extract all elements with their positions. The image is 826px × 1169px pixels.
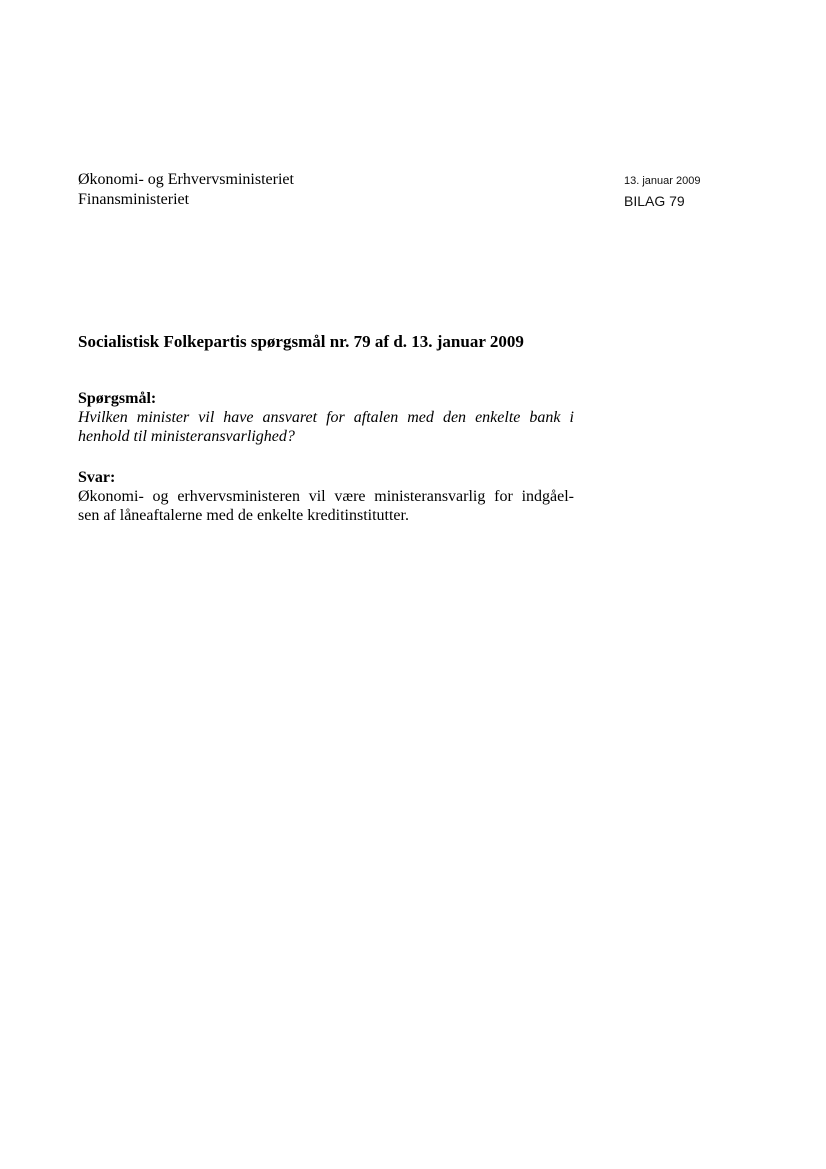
answer-line: sen af låneaftalerne med de enkelte kreditinstitutter. xyxy=(78,507,409,524)
document-date: 13. januar 2009 xyxy=(624,175,701,187)
answer-label: Svar: xyxy=(78,469,116,486)
sender-ministry-2: Finansministeriet xyxy=(78,191,190,208)
answer-text xyxy=(78,487,574,525)
sender-ministry-1: Økonomi- og Erhvervsministeriet xyxy=(78,171,294,188)
question-section xyxy=(78,389,574,446)
question-line: henhold til ministeransvarlighed? xyxy=(78,428,295,445)
question-label: Spørgsmål: xyxy=(78,390,157,407)
answer-section xyxy=(78,468,574,525)
question-text xyxy=(78,408,574,446)
document-meta xyxy=(624,174,700,210)
document-title: Socialistisk Folkepartis spørgsmål nr. 79 af d. 13. januar 2009 xyxy=(78,332,524,351)
appendix-label: BILAG 79 xyxy=(624,193,685,209)
answer-line: Økonomi- og erhvervsministeren vil være ministeransvarlig for indgåel- xyxy=(78,488,574,505)
question-line: Hvilken minister vil have ansvaret for aftalen med den enkelte bank i xyxy=(78,409,574,426)
sender-block xyxy=(78,170,294,210)
